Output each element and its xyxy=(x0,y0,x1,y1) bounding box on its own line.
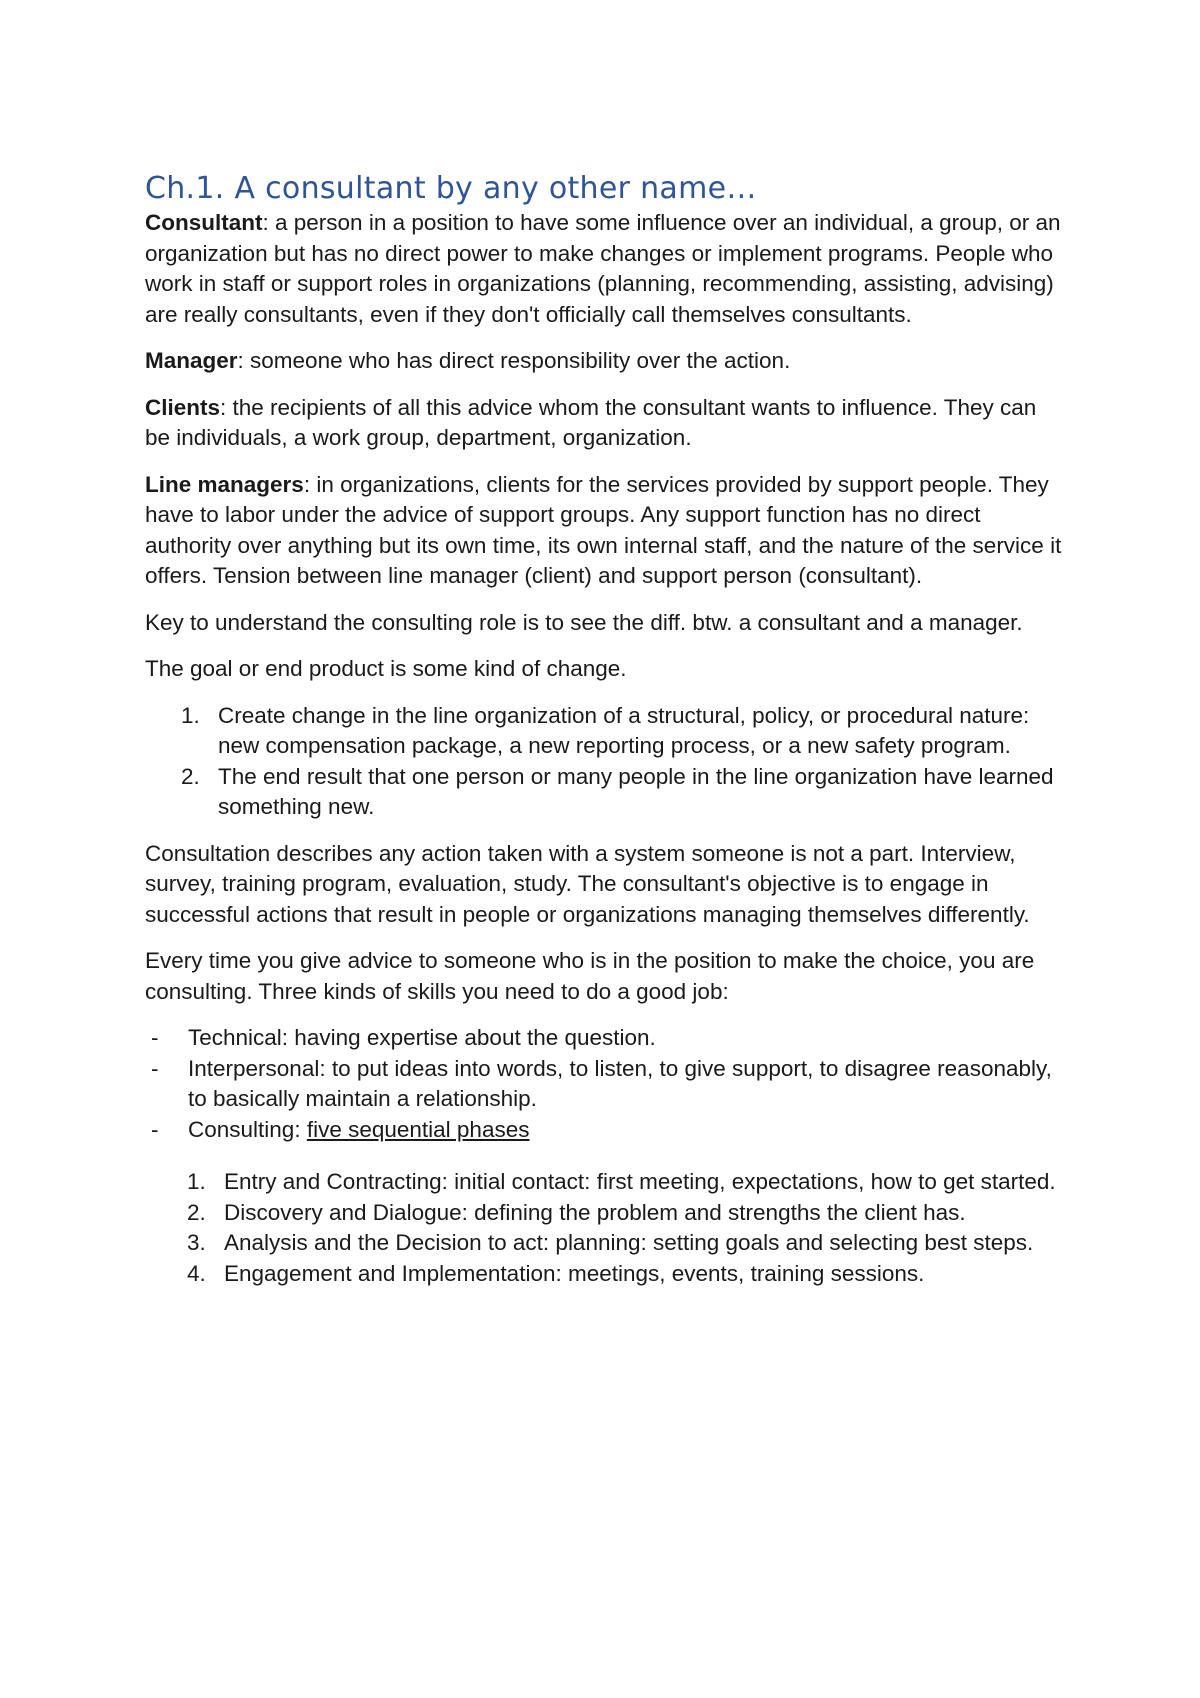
paragraph-advice: Every time you give advice to someone who is in the position to make the choice, you are consulting. Three kinds of skills you need to do a good job: xyxy=(145,948,1035,1004)
list-marker: 1. xyxy=(181,702,200,728)
list-item xyxy=(145,1259,1065,1290)
definition-consultant xyxy=(145,208,1065,330)
list-item-text: Discovery and Dialogue: defining the problem and strengths the client has. xyxy=(224,1199,966,1225)
list-item xyxy=(145,1228,1065,1259)
list-marker: 3. xyxy=(187,1230,206,1255)
list-item xyxy=(145,1054,1065,1115)
list-marker: - xyxy=(151,1025,159,1050)
list-item-text: Create change in the line organization of a structural, policy, or procedural nature: new compensation package, a new reporting process, or a new safety program. xyxy=(218,702,1030,758)
definition-text: : the recipients of all this advice whom the consultant wants to influence. They can be individuals, a work group, department, organization. xyxy=(145,394,1037,450)
list-item-text: Interpersonal: to put ideas into words, to listen, to give support, to disagree reasonably, to basically maintain a relationship. xyxy=(188,1055,1052,1111)
paragraph-key: Key to understand the consulting role is to see the diff. btw. a consultant and a manager. xyxy=(145,609,1023,635)
list-marker: - xyxy=(151,1116,159,1142)
list-marker: 1. xyxy=(187,1169,206,1194)
list-marker: 2. xyxy=(187,1199,206,1225)
chapter-title: Ch.1. A consultant by any other name… xyxy=(145,171,757,206)
definition-term: Consultant xyxy=(145,210,263,235)
paragraph-goal: The goal or end product is some kind of change. xyxy=(145,656,627,681)
list-item-text: Engagement and Implementation: meetings, events, training sessions. xyxy=(224,1260,925,1286)
definition-text: : someone who has direct responsibility over the action. xyxy=(237,348,791,373)
list-item-text: Consulting: xyxy=(188,1116,307,1142)
list-item xyxy=(145,1115,1065,1146)
list-marker: 2. xyxy=(181,763,200,789)
list-item-text: Entry and Contracting: initial contact: first meeting, expectations, how to get started. xyxy=(224,1169,1056,1194)
list-item xyxy=(145,762,1065,823)
document-page xyxy=(145,170,1065,1305)
definition-manager xyxy=(145,346,1065,377)
list-marker: - xyxy=(151,1055,159,1081)
list-item-text: The end result that one person or many people in the line organization have learned something new. xyxy=(218,763,1054,819)
definition-term: Manager xyxy=(145,348,238,373)
definition-text: : a person in a position to have some influence over an individual, a group, or an organization but has no direct power to make changes or implement programs. People who work in staff or support roles in organizations (planning, recommending, assisting, advising) are really consultants, even if they don't officially call themselves consultants. xyxy=(145,210,1061,327)
list-item xyxy=(145,1167,1065,1198)
phases-list xyxy=(145,1167,1065,1289)
list-marker: 4. xyxy=(187,1260,206,1286)
five-phases-link[interactable]: five sequential phases xyxy=(306,1116,530,1142)
definition-term: Line managers xyxy=(145,471,304,497)
paragraph-consultation: Consultation describes any action taken with a system someone is not a part. Interview, survey, training program, evaluation, study. The consultant's objective is to engage in successful actions that result in people or organizations managing themselves differently. xyxy=(145,840,1030,927)
definition-text: : in organizations, clients for the services provided by support people. They have to labor under the advice of support groups. Any support function has no direct authority over anything but its own time, its own internal staff, and the nature of the service it offers. Tension between line manager (client) and support person (consultant). xyxy=(145,471,1062,588)
definition-term: Clients xyxy=(145,394,221,420)
list-item xyxy=(145,1023,1065,1054)
list-item-text: Technical: having expertise about the question. xyxy=(188,1025,656,1050)
definition-line-managers xyxy=(145,470,1065,592)
change-list xyxy=(145,701,1065,823)
list-item xyxy=(145,701,1065,762)
list-item-text: Analysis and the Decision to act: planning: setting goals and selecting best steps. xyxy=(224,1230,1034,1255)
list-item xyxy=(145,1198,1065,1229)
skills-list xyxy=(145,1023,1065,1145)
definition-clients xyxy=(145,393,1065,454)
